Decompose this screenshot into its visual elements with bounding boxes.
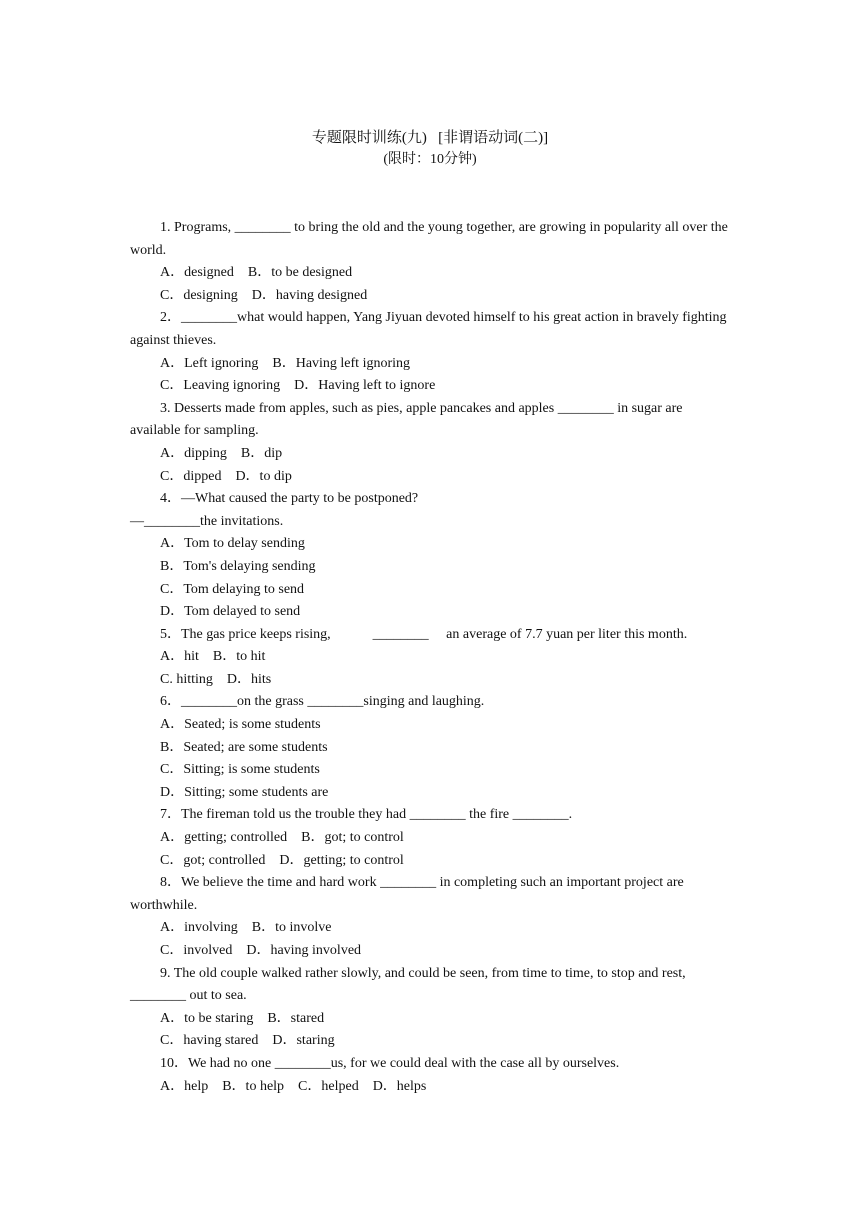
question-stem: 4．—What caused the party to be postponed? [160, 491, 419, 507]
question-stem: 6．________on the grass ________singing and laughing. [160, 694, 485, 710]
question-stem: 7．The fireman told us the trouble they had ________ the fire ________. [160, 807, 573, 823]
page-title: 专题限时训练(九) [非谓语动词(二)] [311, 130, 549, 146]
question-options: C．having stared D．staring [160, 1033, 335, 1049]
question-options: A．Left ignoring B．Having left ignoring [160, 355, 411, 371]
question-options: D．Sitting; some students are [160, 784, 329, 800]
question-options: A．dipping B．dip [160, 445, 283, 461]
question-options: A．Tom to delay sending [160, 536, 305, 552]
question-options: A．involving B．to involve [160, 920, 332, 936]
question-options: A．Seated; is some students [160, 717, 321, 733]
question-stem: 3. Desserts made from apples, such as pies, apple pancakes and apples ________ in sugar are available for sampling. [130, 400, 683, 439]
question-options: A．getting; controlled B．got; to control [160, 830, 404, 846]
question-options: A．hit B．to hit [160, 649, 266, 665]
question-answer-line: —________the invitations. [130, 513, 284, 529]
question-stem: 9. The old couple walked rather slowly, and could be seen, from time to time, to stop and rest, ________ out to sea. [130, 965, 686, 1004]
question-options: C．designing D．having designed [160, 287, 368, 303]
question-list [130, 217, 734, 1098]
question-options: B．Tom's delaying sending [160, 558, 316, 574]
question-stem: 5．The gas price keeps rising, ________ an average of 7.7 yuan per liter this month. [160, 626, 688, 642]
question-stem: 2．________what would happen, Yang Jiyuan devoted himself to his great action in bravely fighting against thieves. [130, 310, 727, 348]
question-options: C．Leaving ignoring D．Having left to ignore [160, 378, 436, 394]
question-options: C．got; controlled D．getting; to control [160, 852, 404, 868]
page-header [0, 127, 860, 171]
question-stem: 1. Programs, ________ to bring the old and the young together, are growing in popularity all over the world. [130, 220, 728, 258]
question-options: C．Sitting; is some students [160, 762, 320, 778]
question-options: C．involved D．having involved [160, 943, 362, 958]
question-options: C. hitting D．hits [160, 671, 272, 687]
question-stem: 8．We believe the time and hard work ________ in completing such an important project are worthwhile. [130, 875, 684, 913]
question-stem: 10．We had no one ________us, for we could deal with the case all by ourselves. [160, 1055, 620, 1071]
question-options: B．Seated; are some students [160, 739, 328, 755]
question-options: A．designed B．to be designed [160, 265, 353, 281]
question-options: D．Tom delayed to send [160, 604, 301, 620]
question-options: A．help B．to help C．helped D．helps [160, 1078, 427, 1094]
question-options: A．to be staring B．stared [160, 1010, 325, 1026]
time-limit: (限时：10分钟) [383, 152, 477, 167]
question-options: C．dipped D．to dip [160, 468, 292, 484]
question-options: C．Tom delaying to send [160, 581, 305, 597]
